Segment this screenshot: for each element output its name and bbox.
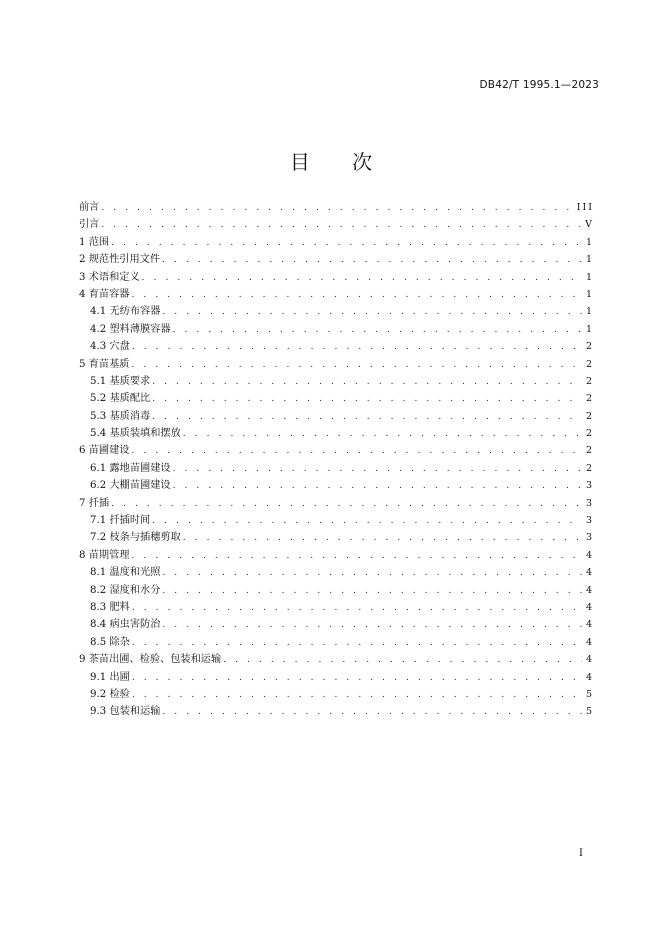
toc-entry[interactable] [79,460,594,477]
toc-entry-label: 引言 [79,219,100,231]
toc-entry[interactable] [79,373,594,390]
toc-entry[interactable] [79,686,594,703]
toc-entry-page: 3 [585,480,594,492]
toc-entry-label: 4.1 无纺布容器 [90,306,161,318]
toc-leader-dots [183,530,582,546]
toc-leader-dots [223,652,582,668]
toc-entry-label: 3 术语和定义 [79,271,140,283]
toc-leader-dots [132,600,582,616]
toc-leader-dots [173,322,582,338]
toc-entry[interactable] [79,408,594,425]
toc-entry-page: 3 [585,532,594,544]
toc-entry-page: 1 [585,271,594,283]
toc-entry[interactable] [79,425,594,442]
toc-entry-page: 4 [585,671,594,683]
toc-entry[interactable] [79,216,594,233]
toc-entry[interactable] [79,338,594,355]
table-of-contents [79,199,594,721]
footer-page-number: I [579,848,583,859]
toc-entry-page: 2 [585,410,594,422]
toc-leader-dots [132,635,582,651]
toc-entry-label: 9.3 包装和运输 [90,706,161,718]
toc-leader-dots [173,461,582,477]
toc-entry-page: 2 [585,358,594,370]
toc-entry-page: 4 [585,654,594,666]
toc-entry[interactable] [79,269,594,286]
toc-entry-page: 2 [585,341,594,353]
toc-leader-dots [162,252,582,268]
toc-entry-label: 5.3 基质消毒 [90,410,151,422]
toc-entry[interactable] [79,512,594,529]
toc-leader-dots [152,409,582,425]
document-code: DB42/T 1995.1—2023 [479,79,599,91]
toc-entry-page: III [576,202,594,213]
toc-entry[interactable] [79,651,594,668]
toc-entry[interactable] [79,251,594,268]
toc-entry-label: 8.4 病虫害防治 [90,619,161,631]
toc-entry-label: 4 育苗容器 [79,288,130,300]
toc-entry-label: 6 苗圃建设 [79,445,130,457]
toc-entry-label: 7.1 扦插时间 [90,515,151,527]
toc-entry-page: 5 [585,688,594,700]
toc-entry-page: 1 [585,306,594,318]
toc-leader-dots [152,374,582,390]
toc-entry[interactable] [79,529,594,546]
toc-leader-dots [173,478,582,494]
toc-entry-page: 2 [585,445,594,457]
toc-entry-page: 5 [585,706,594,718]
toc-entry-label: 4.2 塑料薄膜容器 [90,323,171,335]
toc-leader-dots [162,704,582,720]
toc-entry-label: 5 育苗基质 [79,358,130,370]
toc-entry-label: 7 扦插 [79,497,110,509]
toc-entry-label: 前言 [79,202,100,213]
toc-leader-dots [162,565,582,581]
toc-entry-label: 8.1 温度和光照 [90,567,161,579]
toc-entry-label: 9 茶苗出圃、检验、包装和运输 [79,654,222,666]
toc-entry[interactable] [79,582,594,599]
page-title: 目 次 [289,150,391,174]
toc-entry-page: 4 [585,619,594,631]
toc-leader-dots [162,583,582,599]
toc-entry-page: 4 [585,584,594,596]
toc-entry[interactable] [79,199,594,216]
toc-leader-dots [131,548,581,564]
toc-leader-dots [131,287,581,303]
toc-leader-dots [132,670,582,686]
toc-leader-dots [132,687,582,703]
toc-leader-dots [111,496,582,512]
toc-entry-page: 2 [585,393,594,405]
toc-entry-label: 9.2 检验 [90,688,130,700]
toc-entry[interactable] [79,547,594,564]
toc-leader-dots [131,357,581,373]
toc-entry[interactable] [79,564,594,581]
toc-leader-dots [162,617,582,633]
toc-entry[interactable] [79,495,594,512]
toc-entry[interactable] [79,669,594,686]
toc-entry[interactable] [79,303,594,320]
toc-entry[interactable] [79,321,594,338]
toc-entry-page: 3 [585,497,594,509]
toc-entry-label: 2 规范性引用文件 [79,254,161,266]
toc-leader-dots [183,426,582,442]
toc-entry-label: 5.2 基质配比 [90,393,151,405]
toc-entry-page: 4 [585,549,594,561]
toc-entry-label: 8 苗期管理 [79,549,130,561]
toc-entry[interactable] [79,390,594,407]
toc-entry-label: 8.5 除杂 [90,636,130,648]
toc-entry-label: 5.1 基质要求 [90,375,151,387]
toc-entry[interactable] [79,634,594,651]
toc-entry[interactable] [79,234,594,251]
toc-entry-page: 2 [585,428,594,440]
toc-leader-dots [152,513,582,529]
toc-leader-dots [152,391,582,407]
toc-entry[interactable] [79,356,594,373]
toc-entry-label: 6.2 大棚苗圃建设 [90,480,171,492]
toc-entry[interactable] [79,442,594,459]
toc-entry-label: 4.3 穴盘 [90,341,130,353]
toc-leader-dots [142,270,582,286]
toc-entry[interactable] [79,477,594,494]
toc-leader-dots [101,200,572,216]
toc-entry[interactable] [79,286,594,303]
toc-entry-page: 1 [585,254,594,266]
toc-entry-page: 3 [585,515,594,527]
toc-entry-page: 2 [585,375,594,387]
toc-entry-label: 8.2 湿度和水分 [90,584,161,596]
toc-entry-label: 9.1 出圃 [90,671,130,683]
toc-leader-dots [132,339,582,355]
toc-entry-page: 4 [585,601,594,613]
toc-entry-page: 1 [585,236,594,248]
toc-entry[interactable] [79,599,594,616]
toc-entry-label: 5.4 基质装填和摆放 [90,428,181,440]
toc-entry-label: 1 范围 [79,236,110,248]
toc-entry-label: 8.3 肥料 [90,601,130,613]
toc-entry-page: 4 [585,567,594,579]
toc-entry-page: 2 [585,462,594,474]
toc-entry-label: 7.2 枝条与插穗剪取 [90,532,181,544]
toc-leader-dots [111,235,582,251]
toc-leader-dots [162,304,582,320]
toc-leader-dots [131,443,581,459]
toc-entry-page: 1 [585,323,594,335]
toc-entry-page: 4 [585,636,594,648]
toc-leader-dots [101,217,581,233]
toc-entry-page: 1 [585,288,594,300]
toc-entry[interactable] [79,616,594,633]
toc-entry-page: V [585,219,594,231]
toc-entry-label: 6.1 露地苗圃建设 [90,462,171,474]
toc-entry[interactable] [79,703,594,720]
